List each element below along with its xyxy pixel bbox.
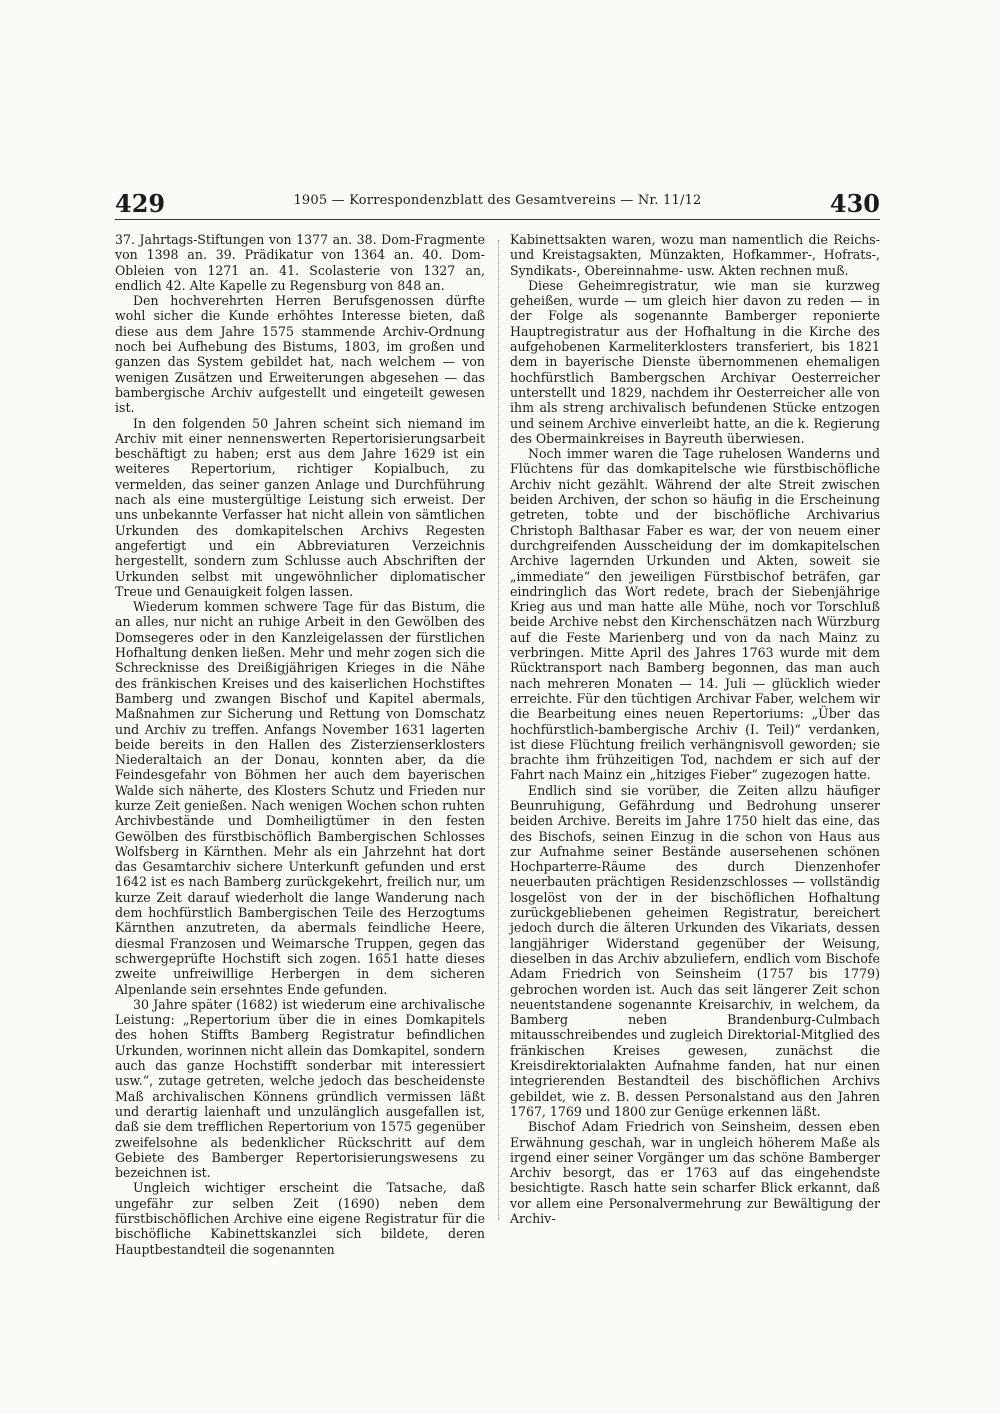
paragraph: 37. Jahrtags-Stiftungen von 1377 an. 38. Dom-Fragmente von 1398 an. 39. Prädikatur von 1364 an. 40. Dom-Obleien von 1271 an. 41. Scolasterie von 1327 an, endlich 42. Alte Kapelle zu Regensburg von 848 an.: [115, 232, 485, 293]
paragraph: Ungleich wichtiger erscheint die Tatsache, daß ungefähr zur selben Zeit (1690) neben dem fürstbischöflichen Archive eine eigene Registratur für die bischöfliche Kabinettskanzlei sich bildete, deren Hauptbestandteil die sogenannten: [115, 1180, 485, 1257]
paragraph: In den folgenden 50 Jahren scheint sich niemand im Archiv mit einer nennenswerten Repertorisierungsarbeit beschäftigt zu haben; erst aus dem Jahre 1629 ist ein weiteres Repertorium, richtiger Kopialbuch, zu vermelden, das seiner ganzen Anlage und Durchführung nach als eine mustergültige Leistung sich erweist. Der uns unbekannte Verfasser hat nicht allein von sämtlichen Urkunden des domkapitelschen Archivs Regesten angefertigt und ein Abbreviaturen Verzeichnis hergestellt, sondern zum Schlusse auch Abschriften der Urkunden selbst mit ungewöhnlicher diplomatischer Treue und Genauigkeit folgen lassen.: [115, 415, 485, 599]
page-header: [115, 183, 880, 223]
paragraph: Endlich sind sie vorüber, die Zeiten allzu häufiger Beunruhigung, Gefährdung und Bedrohung unserer beiden Archive. Bereits im Jahre 1750 hielt das eine, das des Bischofs, seinen Einzug in die schon von Haus aus zur Aufnahme seiner Bestände ausersehenen schönen Hochparterre-Räume des durch Dienzenhofer neuerbauten prächtigen Residenzschlosses — vollständig losgelöst von der in der bischöflichen Hofhaltung zurückgebliebenen geheimen Registratur, bereichert jedoch durch die älteren Urkunden des Vikariats, dessen langjähriger Widerstand gegenüber der Weisung, dieselben in das Archiv abzuliefern, endlich vom Bischofe Adam Friedrich von Seinsheim (1757 bis 1779) gebrochen worden ist. Auch das seit längerer Zeit schon neuentstandene sogenannte Kreisarchiv, in welchem, da Bamberg neben Brandenburg-Culmbach mitausschreibendes und zugleich Direktorial-Mitglied des fränkischen Kreises gewesen, zunächst die Kreisdirektorialakten Aufnahme fanden, hat nur einen integrierenden Bestandteil des bischöflichen Archivs gebildet, wie z. B. dessen Personalstand aus den Jahren 1767, 1769 und 1800 zur Genüge erkennen läßt.: [510, 782, 880, 1119]
page-number-right: 430: [829, 189, 880, 218]
column-divider: [498, 240, 499, 1220]
page-number-left: 429: [115, 189, 166, 218]
right-column: [510, 232, 880, 1232]
paragraph: Den hochverehrten Herren Berufsgenossen dürfte wohl sicher die Kunde erhöhtes Interesse bieten, daß diese aus dem Jahre 1575 stammende Archiv-Ordnung noch bei Aufhebung des Bistums, 1803, im großen und ganzen das System gebildet hat, nach welchem — von wenigen Zusätzen und Erweiterungen abgesehen — das bambergische Archiv aufgestellt und eingeteilt gewesen ist.: [115, 293, 485, 416]
left-column: [115, 232, 485, 1257]
paragraph: Bischof Adam Friedrich von Seinsheim, dessen eben Erwähnung geschah, war in ungleich höherem Maße als irgend einer seiner Vorgänger um das schöne Bamberger Archiv besorgt, das er 1763 auf das eingehendste besichtigte. Rasch hatte sein scharfer Blick erkannt, daß vor allem eine Personalvermehrung zur Bewältigung der Archiv-: [510, 1119, 880, 1226]
paragraph: Wiederum kommen schwere Tage für das Bistum, die an alles, nur nicht an ruhige Arbeit in den Gewölben des Domsegeres oder in den Kanzleigelassen der fürstlichen Hofhaltung denken ließen. Mehr und mehr zogen sich die Schrecknisse des Dreißigjährigen Krieges in die Nähe des fränkischen Kreises und des kaiserlichen Hochstiftes Bamberg und zwangen Bischof und Kapitel abermals, Maßnahmen zur Sicherung und Rettung von Domschatz und Archiv zu treffen. Anfangs November 1631 lagerten beide bereits in den Hallen des Zisterzienserklosters Niederaltaich an der Donau, konnten aber, da die Feindesgefahr von Böhmen her auch dem bayerischen Walde sich näherte, des Klosters Schutz und Frieden nur kurze Zeit genießen. Nach wenigen Wochen schon ruhten Archivbestände und Domheiligtümer in den festen Gewölben des fürstbischöflich Bambergischen Schlosses Wolfsberg in Kärnthen. Mehr als ein Jahrzehnt hat dort das Gesamtarchiv sichere Unterkunft gefunden und erst 1642 ist es nach Bamberg zurückgekehrt, freilich nur, um kurze Zeit darauf wiederholt die lange Wanderung nach dem hochfürstlich Bambergischen Teile des Herzogtums Kärnthen anzutreten, da abermals feindliche Heere, diesmal Franzosen und Weimarsche Truppen, gegen das schwergeprüfte Hochstift sich zogen. 1651 hatte dieses zweite unfreiwillige Herbergen in dem sicheren Alpenlande sein ersehntes Ende gefunden.: [115, 599, 485, 997]
paragraph: Kabinettsakten waren, wozu man namentlich die Reichs- und Kreistagsakten, Münzakten, Hofkammer-, Hofrats-, Syndikats-, Obereinnahme- usw. Akten rechnen muß.: [510, 232, 880, 278]
paragraph: Diese Geheimregistratur, wie man sie kurzweg geheißen, wurde — um gleich hier davon zu reden — in der Folge als sogenannte Bamberger reponierte Hauptregistratur aus der Hofhaltung in die Kirche des aufgehobenen Karmeliterklosters transferiert, bis 1821 dem in bayerische Dienste übernommenen ehemaligen hochfürstlich Bambergschen Archivar Oesterreicher unterstellt und 1829, nachdem ihr Oesterreicher alle von ihm als streng archivalisch befundenen Stücke entzogen und seinem Archive einverleibt hatte, an die k. Regierung des Obermainkreises in Bayreuth überwiesen.: [510, 277, 880, 446]
running-title: 1905 — Korrespondenzblatt des Gesamtvereins — Nr. 11/12: [293, 193, 702, 208]
paragraph: 30 Jahre später (1682) ist wiederum eine archivalische Leistung: „Repertorium über die in eines Domkapitels des hohen Stiffts Bamberg Registratur befindlichen Urkunden, worinnen nicht allein das Domkapitel, sondern auch das ganze Hochstifft sonderbar mit interessiert usw.“, zutage getreten, welche jedoch das bescheidenste Maß archivalischen Könnens gründlich vermissen läßt und derartig laienhaft und unzulänglich ausgefallen ist, daß sie dem trefflichen Repertorium von 1575 gegenüber zweifelsohne als bedenklicher Rückschritt auf dem Gebiete des Bamberger Repertorisierungswesens zu bezeichnen ist.: [115, 996, 485, 1181]
paragraph: Noch immer waren die Tage ruhelosen Wanderns und Flüchtens für das domkapitelsche wie fürstbischöfliche Archiv nicht gezählt. Während der alte Streit zwischen beiden Archiven, der schon so häufig in die Erscheinung getreten, tobte und der bischöfliche Archivarius Christoph Balthasar Faber es war, der von neuem einer durchgreifenden Ausscheidung der im domkapitelschen Archive lagernden Urkunden und Akten, soweit sie „immediate“ den jeweiligen Fürstbischof beträfen, gar eindringlich das Wort redete, brach der Siebenjährige Krieg aus und man hatte alle Mühe, noch vor Torschluß beide Archive nebst den Kirchenschätzen nach Würzburg auf die Feste Marienberg und von da nach Mainz zu verbringen. Mitte April des Jahres 1763 wurde mit dem Rücktransport nach Bamberg begonnen, das man auch nach mehreren Monaten — 14. Juli — glücklich wieder erreichte. Für den tüchtigen Archivar Faber, welchem wir die Bearbeitung eines neuen Repertoriums: „Über das hochfürstlich-bambergische Archiv (I. Teil)“ verdanken, ist diese Flüchtung freilich verhängnisvoll geworden; sie brachte ihm frühzeitigen Tod, nachdem er sich auf der Fahrt nach Mainz ein „hitziges Fieber“ zugezogen hatte.: [510, 446, 880, 783]
header-rule: [115, 219, 880, 220]
